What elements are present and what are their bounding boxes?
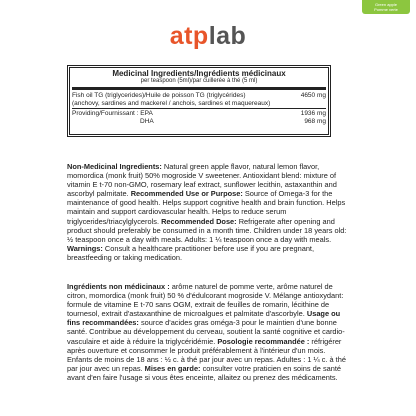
flavor-badge (362, 0, 410, 14)
ingredient-row-source (72, 100, 326, 108)
ingredient-label: DHA (140, 117, 154, 125)
french-label-text (67, 282, 349, 382)
warnings-heading-fr: Mises en garde: (144, 363, 201, 373)
ingredient-row-fish-oil (72, 92, 326, 100)
flavor-badge-line1: Green apple (374, 2, 397, 7)
medicinal-title: Medicinal Ingredients/Ingrédients médicinaux (112, 69, 286, 78)
ingredient-label: Providing/Fournissant : EPA (72, 110, 153, 117)
nonmed-text-fr: arôme naturel de pomme verte, arôme naturel de citron, momordica (monk fruit) 50 % d'édulcorant mogroside V. Mélange antioxydant: formule de vitamine E t-70 sans OGM, extrait de feuilles de romarin, lécithine de tournesol, extrait d'astaxanthine de microalgues et palmitate d'ascorbyle. (67, 282, 344, 319)
dose-text-fr: réfrigérer après ouverture et consommer le produit préférablement à l'intérieur d'un mois. Enfants de moins de 18 ans : ½ c. à thé par jour avec un repas. Adultes : 1 ¼ c. à thé par jour avec un repas. (67, 336, 346, 373)
warnings-text-fr: consulter votre praticien en soins de santé avant d'en faire l'usage si vous êtes enceinte, allaitez ou prenez des médicaments. (67, 363, 342, 382)
nonmed-text-en: Natural green apple flavor, natural lemon flavor, momordica (monk fruit) 50% mogroside V sweetener. Antioxidant blend: mixture of vitamin E t-70 non-GMO, rosemary leaf extract, sunflower lecithin, astaxanthin and ascorbyl palmitate. (67, 162, 337, 199)
divider (72, 108, 326, 109)
ingredient-source-note: (anchovy, sardines and mackerel / anchois, sardines et maquereaux) (72, 99, 271, 107)
ingredient-amount: 1936 mg (300, 110, 326, 117)
ingredient-row-dha (72, 118, 326, 126)
use-text-en: Source of Omega-3 for the maintenance of good health. Helps support cognitive health and brain function. Helps maintain and support cardiovascular health. Helps to reduce serum triglycerides/triacylglycerols. (67, 189, 346, 226)
dose-heading-en: Recommended Dose: (161, 216, 237, 226)
ingredient-row-epa (72, 110, 326, 118)
dose-heading-fr: Posologie recommandée : (217, 336, 310, 346)
brand-logo (0, 22, 416, 51)
nonmed-heading-en: Non-Medicinal Ingredients: (67, 162, 162, 171)
dose-text-en: Refrigerate after opening and product should preferably be consumed in a month time. Children under 18 years old: ½ teaspoon once a day with meals. Adults: 1 ¼ teaspoon once a day with meals. (67, 216, 347, 244)
nonmed-heading-fr: Ingrédients non médicinaux : (67, 282, 170, 291)
use-heading-en: Recommended Use or Purpose: (130, 189, 243, 199)
ingredient-amount: 968 mg (304, 117, 326, 125)
divider (72, 87, 326, 90)
warnings-heading-en: Warnings: (67, 243, 103, 253)
ingredient-label: Fish oil TG (triglycerides)/Huile de poisson TG (triglycérides) (72, 92, 246, 99)
medicinal-ingredients-box (67, 65, 331, 137)
warnings-text-en: Consult a healthcare practitioner before use if you are pregnant, breastfeeding or taking medication. (67, 243, 315, 262)
use-text-fr: source d'acides gras oméga-3 pour le maintien d'une bonne santé. Contribue au développement du cerveau, soutient la santé cognitive et cardio-vasculaire et aide à réduire la triglycéridémie. (67, 318, 345, 346)
english-label-text (67, 162, 349, 262)
logo-part-1: atp (169, 22, 209, 50)
ingredient-amount: 4650 mg (300, 92, 326, 99)
flavor-badge-line2: Pomme verte (374, 7, 398, 12)
use-heading-fr: Usage ou fins recommandées: (67, 309, 341, 328)
logo-part-2: lab (208, 22, 247, 50)
medicinal-serving: per teaspoon (5ml)/par cuillerée à thé (5 ml) (140, 78, 258, 84)
